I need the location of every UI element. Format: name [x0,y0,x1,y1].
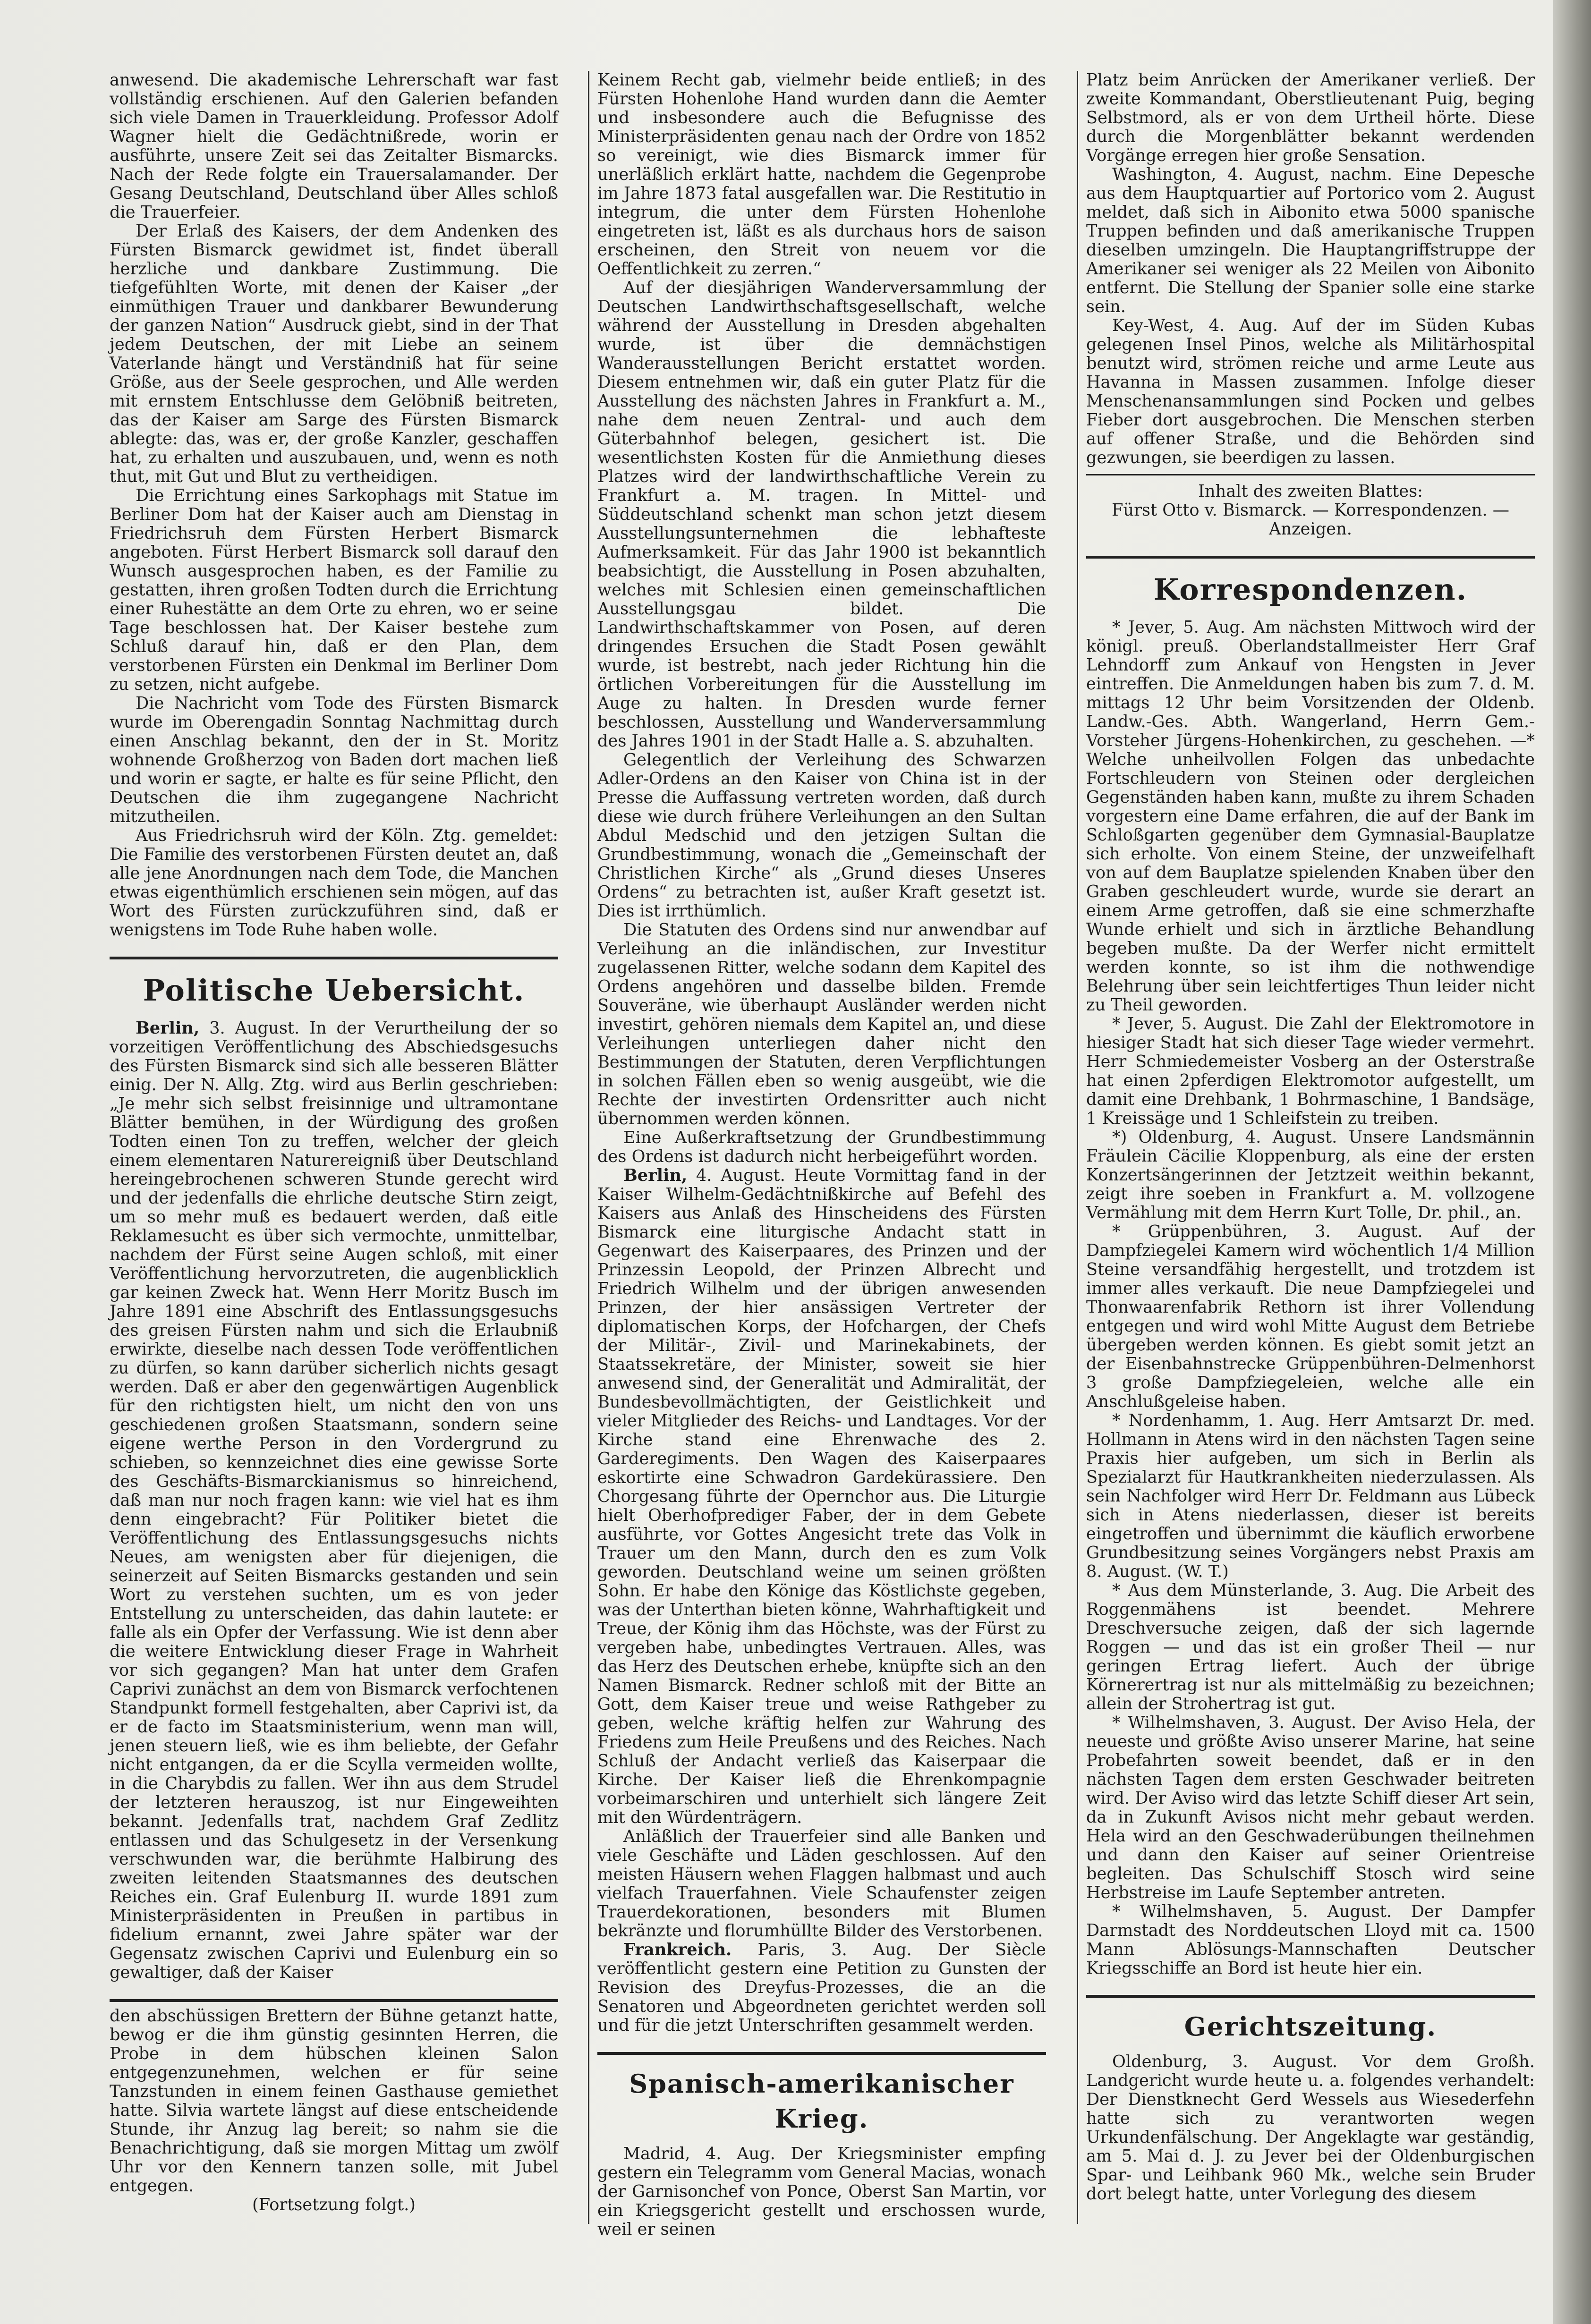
article-text: 3. August. In der Verurtheilung der so vorzeitigen Veröffentlichung des Abschiedsgesuchs des Fürsten Bismarck sind sich alle besseren Blätter einig. Der N. Allg. Ztg. wird aus Berlin geschrieben: „Je mehr sich selbst freisinnige und ultramontane Blätter bemühen, in der Würdigung des großen Todten einen Ton zu treffen, welcher der gleich einem elementaren Naturereigniß über Deutschland hereingebrochenen schweren Stunde gerecht wird und der jedenfalls die ehrliche deutsche Stirn zeigt, um so mehr muß es bedauert werden, daß eitle Reklamesucht es über sich vermochte, unmittelbar, nachdem der Fürst seine Augen schloß, mit einer Veröffentlichung hervorzutreten, die augenblicklich gar keinen Zweck hat. Wenn Herr Moritz Busch im Jahre 1891 eine Abschrift des Entlassungsgesuchs des greisen Fürsten nahm und sich die Erlaubniß erwirkte, dieselbe nach dessen Tode veröffentlichen zu dürfen, so kann darüber sicherlich nichts gesagt werden. Daß er aber den gegenwärtigen Augenblick für den richtigsten hielt, um nicht den von uns geschiedenen großen Staatsmann, sondern seine eigene werthe Person in den Vordergrund zu schieben, so kennzeichnet dies eine gewisse Sorte des Geschäfts-Bismarckianismus so hinreichend, daß man nur noch fragen kann: wie viel hat es ihm denn eingebracht? Für Politiker bietet die Veröffentlichung des Entlassungsgesuchs nichts Neues, am wenigsten aber für diejenigen, die seinerzeit auf Seiten Bismarcks gestanden und sein Wort zu verstehen suchten, um es von jeder Entstellung zu unterscheiden, das dahin lautete: er falle als ein Opfer der Verfassung. Wie ist denn aber die weitere Entwicklung dieser Frage in Wahrheit vor sich gegangen? Man hat unter dem Grafen Caprivi zunächst an dem von Bismarck verfochtenen Standpunkt formell festgehalten, aber Caprivi ist, da er de facto im Staatsministerium, wenn man will, jenen steuern ließ, wie es ihm beliebte, der Gefahr nicht entgangen, da er die Scylla vermeiden wollte, in die Charybdis zu fallen. Wer ihn aus dem Strudel der letzteren herauszog, ist nur Eingeweihten bekannt. Jedenfalls trat, nachdem Graf Zedlitz entlassen und das Schulgesetz in der Versenkung verschwunden war, die berühmte Halbirung des zweiten leitenden Staatsmannes des deutschen Reiches ein. Graf Eulenburg II. wurde 1891 zum Ministerpräsidenten in Preußen in partibus in fidelium ernannt, zwei Jahre später war der Gegensatz zwischen Caprivi und Eulenburg ein so gewaltiger, daß der Kaiser [110,1018,558,1982]
article-paragraph: * Wilhelmshaven, 3. August. Der Aviso Hela, der neueste und größte Aviso unserer Marine, hat seine Probefahrten soweit beendet, daß er in den nächsten Tagen dem ersten Geschwader beitreten wird. Der Aviso wird das letzte Schiff dieser Art sein, da in Zukunft Avisos nicht mehr gebaut werden. Hela wird an den Geschwaderübungen theilnehmen und dann den Kaiser auf seiner Orientreise begleiten. Das Schulschiff Stosch wird seine Herbstreise im Laufe September antreten. [1086,1713,1535,1902]
section-rule [1086,474,1535,475]
section-rule [1086,1995,1535,1998]
article-paragraph: Anläßlich der Trauerfeier sind alle Banken und viele Geschäfte und Läden geschlossen. Auf den meisten Häusern wehen Flaggen halbmast und auch vielfach Trauerfahnen. Viele Schaufenster zeigen Trauerdekorationen, besonders mit Blumen bekränzte und florumhüllte Bilder des Verstorbenen. [597,1827,1046,1941]
article-paragraph: Key-West, 4. Aug. Auf der im Süden Kubas gelegenen Insel Pinos, welche als Militärhospital benutzt wird, strömen reiche und arme Leute aus Havanna in Massen zusammen. Infolge dieser Menschenansammlungen sind Pocken und gelbes Fieber dort ausgebrochen. Die Menschen sterben auf offener Straße, und die Behörden sind gezwungen, sie beerdigen zu lassen. [1086,316,1535,467]
column-divider [1077,71,1078,2224]
article-paragraph: * Grüppenbühren, 3. August. Auf der Dampfziegelei Kamern wird wöchentlich 1/4 Million Steine versandfähig hergestellt, und trotzdem ist immer alles verkauft. Die neue Dampfziegelei und Thonwaarenfabrik Rethorn ist ihrer Vollendung entgegen und wird wohl Mitte August dem Betriebe übergeben werden können. Es giebt somit jetzt an der Eisenbahnstrecke Grüppenbühren-Delmenhorst 3 große Dampfziegeleien, welche alle ein Anschlußgeleise haben. [1086,1222,1535,1411]
feuilleton-paragraph: den abschüssigen Brettern der Bühne getanzt hatte, bewog er die ihm günstig gesinnten Herren, die Probe in dem hübschen kleinen Salon entgegenzunehmen, welchen er für seine Tanzstunden in einem feinen Gasthause gemiethet hatte. Silvia wartete längst auf diese entscheidende Stunde, ihr Anzug lag bereit; so nahm sie die Benachrichtigung, daß sie morgen Mittag um zwölf Uhr vor den Kennern tanzen solle, mit Jubel entgegen. [110,2006,558,2196]
article-paragraph: Die Statuten des Ordens sind nur anwendbar auf Verleihung an die inländischen, zur Investitur zugelassenen Ritter, welche sodann dem Kapitel des Ordens angehören und dasselbe bilden. Fremde Souveräne, wie überhaupt Ausländer werden nicht investirt, gehören niemals dem Kapitel an, und diese Verleihungen unterliegen daher nicht den Bestimmungen der Statuten, deren Verpflichtungen in solchen Fällen eben so wenig ausgeübt, wie die Rechte der investirten Ordensritter auch nicht übernommen werden können. [597,920,1046,1128]
feuilleton-continued: (Fortsetzung folgt.) [252,2195,416,2214]
page-edge [1553,0,1591,2324]
dateline: Berlin, [623,1166,688,1185]
section-heading-war: Spanisch-amerikanischer Krieg. [629,2069,1014,2134]
section-heading-correspondence: Korrespondenzen. [1153,572,1468,607]
dateline: Frankreich. [623,1940,732,1959]
article-paragraph: Der Erlaß des Kaisers, der dem Andenken des Fürsten Bismarck gewidmet ist, findet überall herzliche und dankbare Zustimmung. Die tiefgefühlten Worte, mit denen der Kaiser „der einmüthigen Trauer und dankbarer Bewunderung der ganzen Nation“ Ausdruck giebt, sind in der That jedem Deutschen, der mit Liebe an seinem Vaterlande hängt und Verständniß hat für seine Größe, aus der Seele gesprochen, und Alle werden mit ernstem Entschlusse dem Gelöbniß beitreten, das der Kaiser am Sarge des Fürsten Bismarck ablegte: das, was er, der große Kanzler, geschaffen hat, zu erhalten und auszubauen, und, wenn es noth thut, mit Gut und Blut zu vertheidigen. [110,221,558,486]
column-right [1086,71,1535,2204]
article-paragraph: *) Oldenburg, 4. August. Unsere Landsmännin Fräulein Cäcilie Kloppenburg, als eine der ersten Konzertsängerinnen der Jetztzeit weithin bekannt, zeigt ihre soeben in Frankfurt a. M. vollzogene Vermählung mit dem Herrn Kurt Tolle, Dr. phil., an. [1086,1128,1535,1222]
article-paragraph: Washington, 4. August, nachm. Eine Depesche aus dem Hauptquartier auf Portorico vom 2. August meldet, daß sich in Aibonito etwa 5000 spanische Truppen befinden und daß amerikanische Truppen dieselben umzingeln. Die Hauptangriffstruppe der Amerikaner sei weniger als 22 Meilen von Aibonito entfernt. Die Stellung der Spanier solle eine starke sein. [1086,165,1535,316]
section-rule [110,957,558,959]
section-heading-court: Gerichtszeitung. [1184,2011,1437,2042]
article-paragraph: Eine Außerkraftsetzung der Grundbestimmung des Ordens ist dadurch nicht herbeigeführt worden. [597,1128,1046,1166]
section-rule [1086,556,1535,559]
article-paragraph: * Jever, 5. Aug. Am nächsten Mittwoch wird der königl. preuß. Oberlandstallmeister Herr Graf Lehndorff zum Ankauf von Hengsten in Jever eintreffen. Die Anmeldungen haben bis zum 7. d. M. mittags 12 Uhr beim Vorsitzenden der Oldenb. Landw.-Ges. Abth. Wangerland, Herrn Gem.-Vorsteher Jürgens-Hohenkirchen, zu geschehen. —* Welche unheilvollen Folgen das unbedachte Fortschleudern von Steinen oder dergleichen Gegenständen haben kann, mußte zu ihrem Schaden vorgestern eine Dame erfahren, die auf der Bank im Schloßgarten gegenüber dem Gymnasial-Bauplatze sich erholte. Von einem Steine, der unzweifelhaft von auf dem Bauplatze spielenden Knaben über den Graben geschleudert wurde, wurde sie derart an einem Arme getroffen, daß sie eine schmerzhafte Wunde erhielt und sich in ärztliche Behandlung begeben mußte. Da der Werfer nicht ermittelt werden konnte, so ist ihm die nothwendige Belehrung über sein leichtfertiges Thun leider nicht zu Theil geworden. [1086,618,1535,1015]
article-paragraph: Gelegentlich der Verleihung des Schwarzen Adler-Ordens an den Kaiser von China ist in der Presse die Auffassung vertreten worden, daß durch diese wie durch frühere Verleihungen an den Sultan Abdul Medschid und den jetzigen Sultan die Grundbestimmung, wonach die „Gemeinschaft der Christlichen Kirche“ als „Grund dieses Unseres Ordens“ zu betrachten ist, außer Kraft gesetzt ist. Dies ist irrthümlich. [597,750,1046,921]
article-paragraph: Auf der diesjährigen Wanderversammlung der Deutschen Landwirthschaftsgesellschaft, welche während der Ausstellung in Dresden abgehalten wurde, ist über die demnächstigen Wanderausstellungen Bericht erstattet worden. Diesem entnehmen wir, daß ein guter Platz für die Ausstellung des nächsten Jahres in Frankfurt a. M., nahe dem neuen Zentral- und auch dem Güterbahnhof belegen, gesichert ist. Die wesentlichsten Kosten für die Anmiethung dieses Platzes wird der landwirthschaftliche Verein zu Frankfurt a. M. tragen. In Mittel- und Süddeutschland schenkt man schon jetzt diesem Ausstellungsunternehmen die lebhafteste Aufmerksamkeit. Für das Jahr 1900 ist bekanntlich beabsichtigt, die Ausstellung in Posen abzuhalten, welches mit Schlesien einen gemeinschaftlichen Ausstellungsgau bildet. Die Landwirthschaftskammer von Posen, auf deren dringendes Ersuchen die Stadt Posen gewählt wurde, ist bestrebt, nach jeder Richtung hin die örtlichen Vorbereitungen für die Ausstellung im Auge zu halten. In Dresden wurde ferner beschlossen, Ausstellung und Wanderversammlung des Jahres 1901 in der Stadt Halle a. S. abzuhalten. [597,278,1046,751]
column-divider [588,71,589,2224]
article-text: 4. August. Heute Vormittag fand in der Kaiser Wilhelm-Gedächtnißkirche auf Befehl des Kaisers aus Anlaß des Hinscheidens des Fürsten Bismarck eine liturgische Andacht statt in Gegenwart des Kaiserpaares, des Prinzen und der Prinzessin Leopold, der Prinzen Albrecht und Friedrich Wilhelm und der übrigen anwesenden Prinzen, der hier ansässigen Vertreter der diplomatischen Korps, der Hofchargen, der Chefs der Militär-, Zivil- und Marinekabinets, der Staatssekretäre, der Minister, soweit sie hier anwesend sind, der Generalität und Admiralität, der Bundesbevollmächtigten, der Geistlichkeit und vieler Mitglieder des Reichs- und Landtages. Vor der Kirche stand eine Ehrenwache des 2. Garderegiments. Den Wagen des Kaiserpaares eskortirte eine Schwadron Gardekürassiere. Den Chorgesang führte der Opernchor aus. Die Liturgie hielt Oberhofprediger Faber, der in dem Gebete ausführte, vor Gottes Angesicht trete das Volk in Trauer um den Mann, durch den es zum Volk geworden. Deutschland weine um seinen größten Sohn. Er habe den Könige das Köstlichste gegeben, was der Unterthan bieten könne, Wahrhaftigkeit und Treue, der König ihm das Höchste, was der Fürst zu vergeben habe, unbedingtes Vertrauen. Alles, was das Herz des Deutschen erhebe, knüpfte sich an den Namen Bismarck. Redner schloß mit der Bitte an Gott, dem Kaiser treue und weise Rathgeber zu geben, welche kräftig helfen zur Wahrung des Friedens zum Heile Preußens und des Reiches. Nach Schluß der Andacht verließ das Kaiserpaar die Kirche. Der Kaiser ließ die Ehrenkompagnie vorbeimarschiren und unterhielt sich längere Zeit mit den Würdenträgern. [597,1166,1046,1827]
article-paragraph: Die Errichtung eines Sarkophags mit Statue im Berliner Dom hat der Kaiser auch am Dienstag in Friedrichsruh dem Fürsten Herbert Bismarck angeboten. Fürst Herbert Bismarck soll darauf den Wunsch ausgesprochen haben, es der Familie zu gestatten, ihren großen Todten durch die Errichtung einer Ruhestätte an dem Orte zu ehren, wo er seine Tage beschlossen hat. Der Kaiser bestehe zum Schluß darauf hin, daß er den Plan, dem verstorbenen Fürsten ein Denkmal im Berliner Dom zu setzen, nicht aufgebe. [110,486,558,694]
section-rule [597,2052,1046,2055]
feuilleton-rule [110,1999,558,2002]
article-paragraph: Keinem Recht gab, vielmehr beide entließ; in des Fürsten Hohenlohe Hand wurden dann die Aemter und insbesondere auch die Befugnisse des Ministerpräsidenten genau nach der Ordre von 1852 so vereinigt, wie dies Bismarck immer für unerläßlich erklärt hatte, nachdem die Gegenprobe im Jahre 1873 fatal ausgefallen war. Die Restitutio in integrum, die unter dem Fürsten Hohenlohe eingetreten ist, läßt es als durchaus hors de saison erscheinen, den Streit von neuem vor die Oeffentlichkeit zu zerren.“ [597,70,1046,279]
contents-title: Inhalt des zweiten Blattes: [1198,482,1423,501]
column-middle [597,71,1046,2239]
article-paragraph [110,1019,558,1982]
article-paragraph: Aus Friedrichsruh wird der Köln. Ztg. gemeldet: Die Familie des verstorbenen Fürsten deutet an, daß alle jene Anordnungen nach dem Tode, die Manchen etwas eigenthümlich erschienen sein mögen, auf das Wort des Fürsten zurückzuführen sind, daß er wenigstens im Tode Ruhe haben wolle. [110,826,558,940]
dateline: Berlin, [136,1018,200,1038]
contents-items: Fürst Otto v. Bismarck. — Korrespondenzen. — Anzeigen. [1112,500,1509,539]
article-paragraph: Madrid, 4. Aug. Der Kriegsminister empfing gestern ein Telegramm vom General Macias, wonach der Garnisonchef von Ponce, Oberst San Martin, vor ein Kriegsgericht gestellt und erschossen wurde, weil er seinen [597,2144,1046,2239]
article-paragraph: * Jever, 5. August. Die Zahl der Elektromotore in hiesiger Stadt hat sich dieser Tage wieder vermehrt. Herr Schmiedemeister Vosberg an der Osterstraße hat einen 2pferdigen Elektromotor aufgestellt, um damit eine Drehbank, 1 Bohrmaschine, 1 Bandsäge, 1 Kreissäge und 1 Schleifstein zu treiben. [1086,1014,1535,1128]
article-paragraph: * Wilhelmshaven, 5. August. Der Dampfer Darmstadt des Norddeutschen Lloyd mit ca. 1500 Mann Ablösungs-Mannschaften Deutscher Kriegsschiffe an Bord ist heute hier ein. [1086,1902,1535,1978]
column-left [110,71,558,2214]
section-heading-politics: Politische Uebersicht. [143,973,525,1008]
article-text: Paris, 3. Aug. Der Siècle veröffentlicht gestern eine Petition zu Gunsten der Revision des Dreyfus-Prozesses, die an die Senatoren und Abgeordneten gerichtet werden soll und für die jetzt Unterschriften gesammelt werden. [597,1940,1046,2035]
article-paragraph: Die Nachricht vom Tode des Fürsten Bismarck wurde im Oberengadin Sonntag Nachmittag durch einen Anschlag bekannt, den der in St. Moritz wohnende Großherzog von Baden dort machen ließ und worin er sagte, er halte es für seine Pflicht, den Deutschen die ihm zugegangene Nachricht mitzutheilen. [110,694,558,826]
article-paragraph: * Nordenhamm, 1. Aug. Herr Amtsarzt Dr. med. Hollmann in Atens wird in den nächsten Tagen seine Praxis hier aufgeben, um sich in Berlin als Spezialarzt für Hautkrankheiten niederzulassen. Als sein Nachfolger wird Herr Dr. Feldmann aus Lübeck sich in Atens niederlassen, dieser ist bereits eingetroffen und übernimmt die käuflich erworbene Grundbesitzung seines Vorgängers nebst Praxis am 8. August. (W. T.) [1086,1411,1535,1581]
article-paragraph: Platz beim Anrücken der Amerikaner verließ. Der zweite Kommandant, Oberstlieutenant Puig, beging Selbstmord, als er von dem Urtheil hörte. Diese durch die Morgenblätter bekannt werdenden Vorgänge erregen hier große Sensation. [1086,70,1535,165]
article-paragraph: Oldenburg, 3. August. Vor dem Großh. Landgericht wurde heute u. a. folgendes verhandelt: Der Dienstknecht Gerd Wessels aus Wiesederfehn hatte sich zu verantworten wegen Urkundenfälschung. Der Angeklagte war geständig, am 5. Mai d. J. zu Jever bei der Oldenburgischen Spar- und Leihbank 960 Mk., welche sein Bruder dort belegt hatte, unter Vorlegung des diesem [1086,2052,1535,2204]
article-paragraph [597,1941,1046,2035]
article-paragraph [597,1166,1046,1827]
article-paragraph: * Aus dem Münsterlande, 3. Aug. Die Arbeit des Roggenmähens ist beendet. Mehrere Dreschversuche zeigen, daß der sich lagernde Roggen — und das ist ein großer Theil — nur geringen Ertrag liefert. Auch der übrige Körnerertrag ist nur als mittelmäßig zu bezeichnen; allein der Strohertrag ist gut. [1086,1581,1535,1713]
article-paragraph: anwesend. Die akademische Lehrerschaft war fast vollständig erschienen. Auf den Galerien befanden sich viele Damen in Trauerkleidung. Professor Adolf Wagner hielt die Gedächtnißrede, worin er ausführte, unsere Zeit sei das Zeitalter Bismarcks. Nach der Rede folgte ein Trauersalamander. Der Gesang Deutschland, Deutschland über Alles schloß die Trauerfeier. [110,70,558,222]
